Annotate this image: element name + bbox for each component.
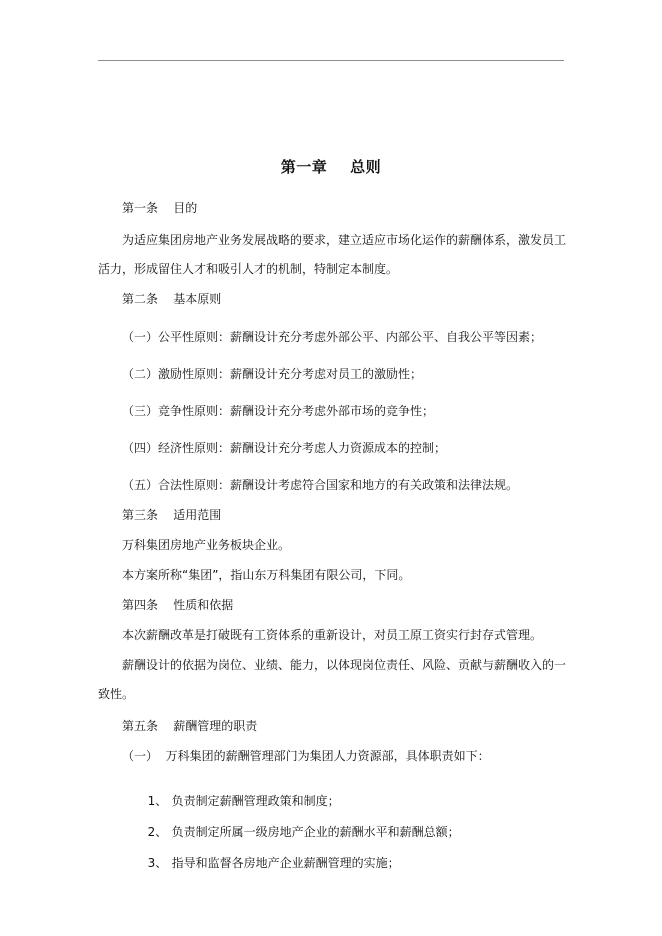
duty-text-1: 负责制定薪酬管理政策和制度； — [171, 794, 340, 808]
article-1-paragraph-line-1: 为适应集团房地产业务发展战略的要求，建立适应市场化运作的薪酬体系，激发员工 — [122, 233, 567, 247]
article-4-line-2a: 薪酬设计的依据为岗位、业绩、能力，以体现岗位责任、风险、贡献与薪酬收入的一 — [122, 658, 567, 672]
article-5-heading: 第五条 薪酬管理的职责 — [122, 719, 258, 733]
duty-text-3: 指导和监督各房地产企业薪酬管理的实施； — [171, 856, 400, 870]
article-1-heading: 第一条 目的 — [122, 201, 198, 215]
duty-item-2 — [140, 808, 460, 840]
article-3-line-2: 本方案所称“集团”，指山东万科集团有限公司，下同。 — [122, 568, 411, 582]
article-5-sub-1: （一） 万科集团的薪酬管理部门为集团人力资源部，具体职责如下： — [122, 749, 490, 763]
principle-item-5: （五）合法性原则：薪酬设计考虑符合国家和地方的有关政策和法律法规。 — [122, 478, 519, 492]
duty-number-3: 3、 — [147, 856, 168, 870]
article-4-line-1: 本次薪酬改革是打破既有工资体系的重新设计，对员工原工资实行封存式管理。 — [122, 628, 543, 642]
article-3-heading: 第三条 适用范围 — [122, 508, 222, 522]
header-rule — [98, 60, 564, 61]
article-3-line-1: 万科集团房地产业务板块企业。 — [122, 538, 291, 552]
chapter-title: 第一章 总则 — [280, 158, 382, 176]
duty-item-3 — [140, 839, 400, 871]
principle-item-1: （一）公平性原则：薪酬设计充分考虑外部公平、内部公平、自我公平等因素； — [122, 330, 543, 344]
article-4-heading: 第四条 性质和依据 — [122, 598, 234, 612]
principle-item-2: （二）激励性原则：薪酬设计充分考虑对员工的激励性； — [122, 367, 423, 381]
article-4-line-2b: 致性。 — [98, 687, 135, 701]
duty-number-2: 2、 — [147, 825, 168, 839]
duty-item-1 — [140, 777, 340, 809]
article-2-heading: 第二条 基本原则 — [122, 292, 222, 306]
principle-item-3: （三）竞争性原则：薪酬设计充分考虑外部市场的竞争性； — [122, 404, 435, 418]
principle-item-4: （四）经济性原则：薪酬设计充分考虑人力资源成本的控制； — [122, 441, 447, 455]
article-1-paragraph-line-2: 活力，形成留住人才和吸引人才的机制，特制定本制度。 — [98, 262, 399, 276]
duty-text-2: 负责制定所属一级房地产企业的薪酬水平和薪酬总额； — [171, 825, 460, 839]
duty-number-1: 1、 — [147, 794, 168, 808]
